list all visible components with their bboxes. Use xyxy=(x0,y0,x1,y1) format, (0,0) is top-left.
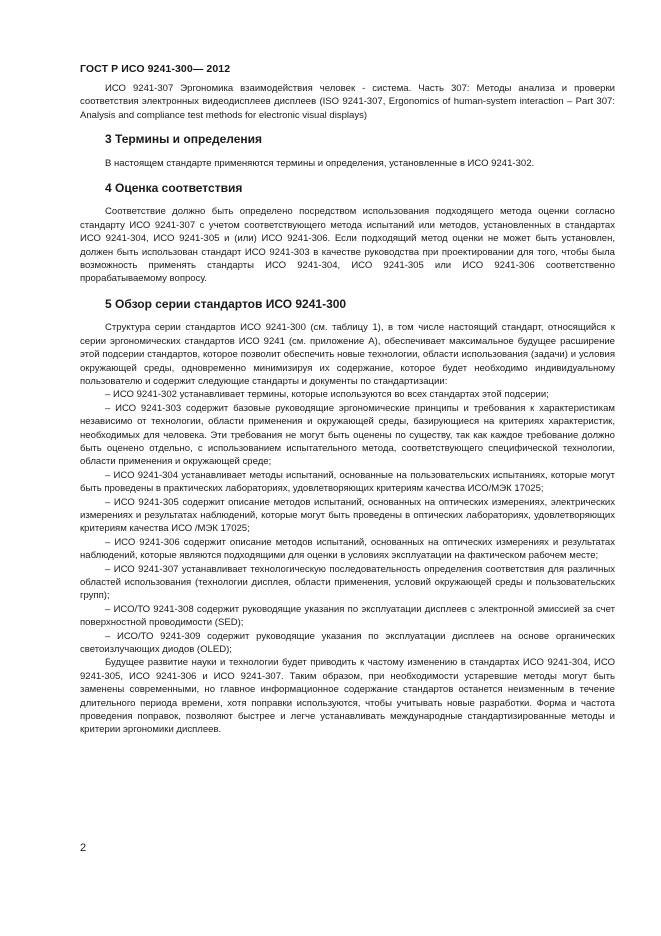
list-item: – ИСО/ТО 9241-309 содержит руководящие указания по эксплуатации дисплеев на основе органических светоизлучающих диодов (OLED); xyxy=(80,630,615,656)
list-item: – ИСО 9241-303 содержит базовые руководящие эргономические принципы и требования к характеристикам независимо от технологии, области применения и окружающей среды, базирующиеся на критериях характеристик, необходимых для человека. Эти требования не могут быть оценены по существу, так как каждое требование должно быть оценено отдельно, с использованием испытательного метода, соответствующего специфической технологии, области применения и окружающей среде; xyxy=(80,402,615,468)
document-header: ГОСТ Р ИСО 9241-300— 2012 xyxy=(80,63,231,75)
section-5-intro: Структура серии стандартов ИСО 9241-300 (см. таблицу 1), в том числе настоящий стандарт, относящийся к серии эргономических стандартов ИСО 9241 (см. приложение А), обеспечивает максимальное будущее расширение этой подсерии стандартов, которое позволит обеспечить новые технологии, области использования (задачи) и условия окружающей среды, одновременно минимизируя их содержание, которое будет необходимо индивидуальному пользователю и содержит следующие стандарты и документы по стандартизации: xyxy=(80,322,615,387)
list-item: – ИСО 9241-305 содержит описание методов испытаний, основанных на оптических измерениях, электрических измерениях и результатах наблюдений, которые могут быть проведены в оптических лабораториях, удовлетворяющих критериям качества ИСО /МЭК 17025; xyxy=(80,496,615,535)
list-item: – ИСО/ТО 9241-308 содержит руководящие указания по эксплуатации дисплеев с электронной эмиссией за счет поверхностной проводимости (SED); xyxy=(80,603,615,629)
normative-reference: ИСО 9241-307 Эргономика взаимодействия человек - система. Часть 307: Методы анализа и проверки соответствия электронных видеодисплеев дисплеев (ISO 9241-307, Ergonomics of human-system interaction – Part 307: Analysis and compliance test methods for electronic visual displays) xyxy=(80,83,615,121)
list-item: – ИСО 9241-307 устанавливает технологическую последовательность определения соответствия для различных областей использования (технологии дисплея, области применения, условий окружающей среды и пользовательских групп); xyxy=(80,563,615,602)
section-3-text: В настоящем стандарте применяются термины и определения, установленные в ИСО 9241-302. xyxy=(105,157,535,169)
page-number: 2 xyxy=(80,842,87,854)
section-3-heading: 3 Термины и определения xyxy=(105,132,263,147)
list-item: – ИСО 9241-304 устанавливает методы испытаний, основанные на пользовательских испытаниях, которые могут быть проведены в практических лабораториях, удовлетворяющих критериям качества ИСО/МЭК 17025; xyxy=(80,469,615,495)
section-4-text: Соответствие должно быть определено посредством использования подходящего метода оценки согласно стандарту ИСО 9241-307 с учетом соответствующего метода испытаний или методов, установленных в стандартах ИСО 9241-304, ИСО 9241-305 и (или) ИСО 9241-306. Если подходящий метод оценки не может быть установлен, должен быть использован стандарт ИСО 9241-303 в качестве руководства при проектировании для того, чтобы была возможность применять стандарты ИСО 9241-304, ИСО 9241-305 или ИСО 9241-306 соответственно прорабатываемому вопросу. xyxy=(80,206,615,285)
list-item: – ИСО 9241-302 устанавливает термины, которые используются во всех стандартах этой подсерии; xyxy=(105,389,549,401)
section-4-heading: 4 Оценка соответствия xyxy=(105,181,243,196)
list-item: – ИСО 9241-306 содержит описание методов испытаний, основанных на оптических измерениях и результатах наблюдений, которые являются подходящими для оценки в условиях эксплуатации на фактическом рабочем месте; xyxy=(80,536,615,562)
document-body xyxy=(80,82,615,737)
section-5-heading: 5 Обзор серии стандартов ИСО 9241-300 xyxy=(105,296,347,311)
section-5-outro: Будущее развитие науки и технологии будет приводить к частому изменению в стандартах ИСО 9241-304, ИСО 9241-305, ИСО 9241-306 и ИСО 9241-307. Таким образом, при необходимости устаревшие методы могут быть заменены современными, но главное информационное содержание стандартов останется неизменным в течение длительного периода времени, хотя поправки используются, чтобы учитывать новые разработки. Форма и частота проведения поправок, позволяют быстрее и легче устанавливать международные стандартизированные методы и критерии эргономики дисплеев. xyxy=(80,657,615,736)
